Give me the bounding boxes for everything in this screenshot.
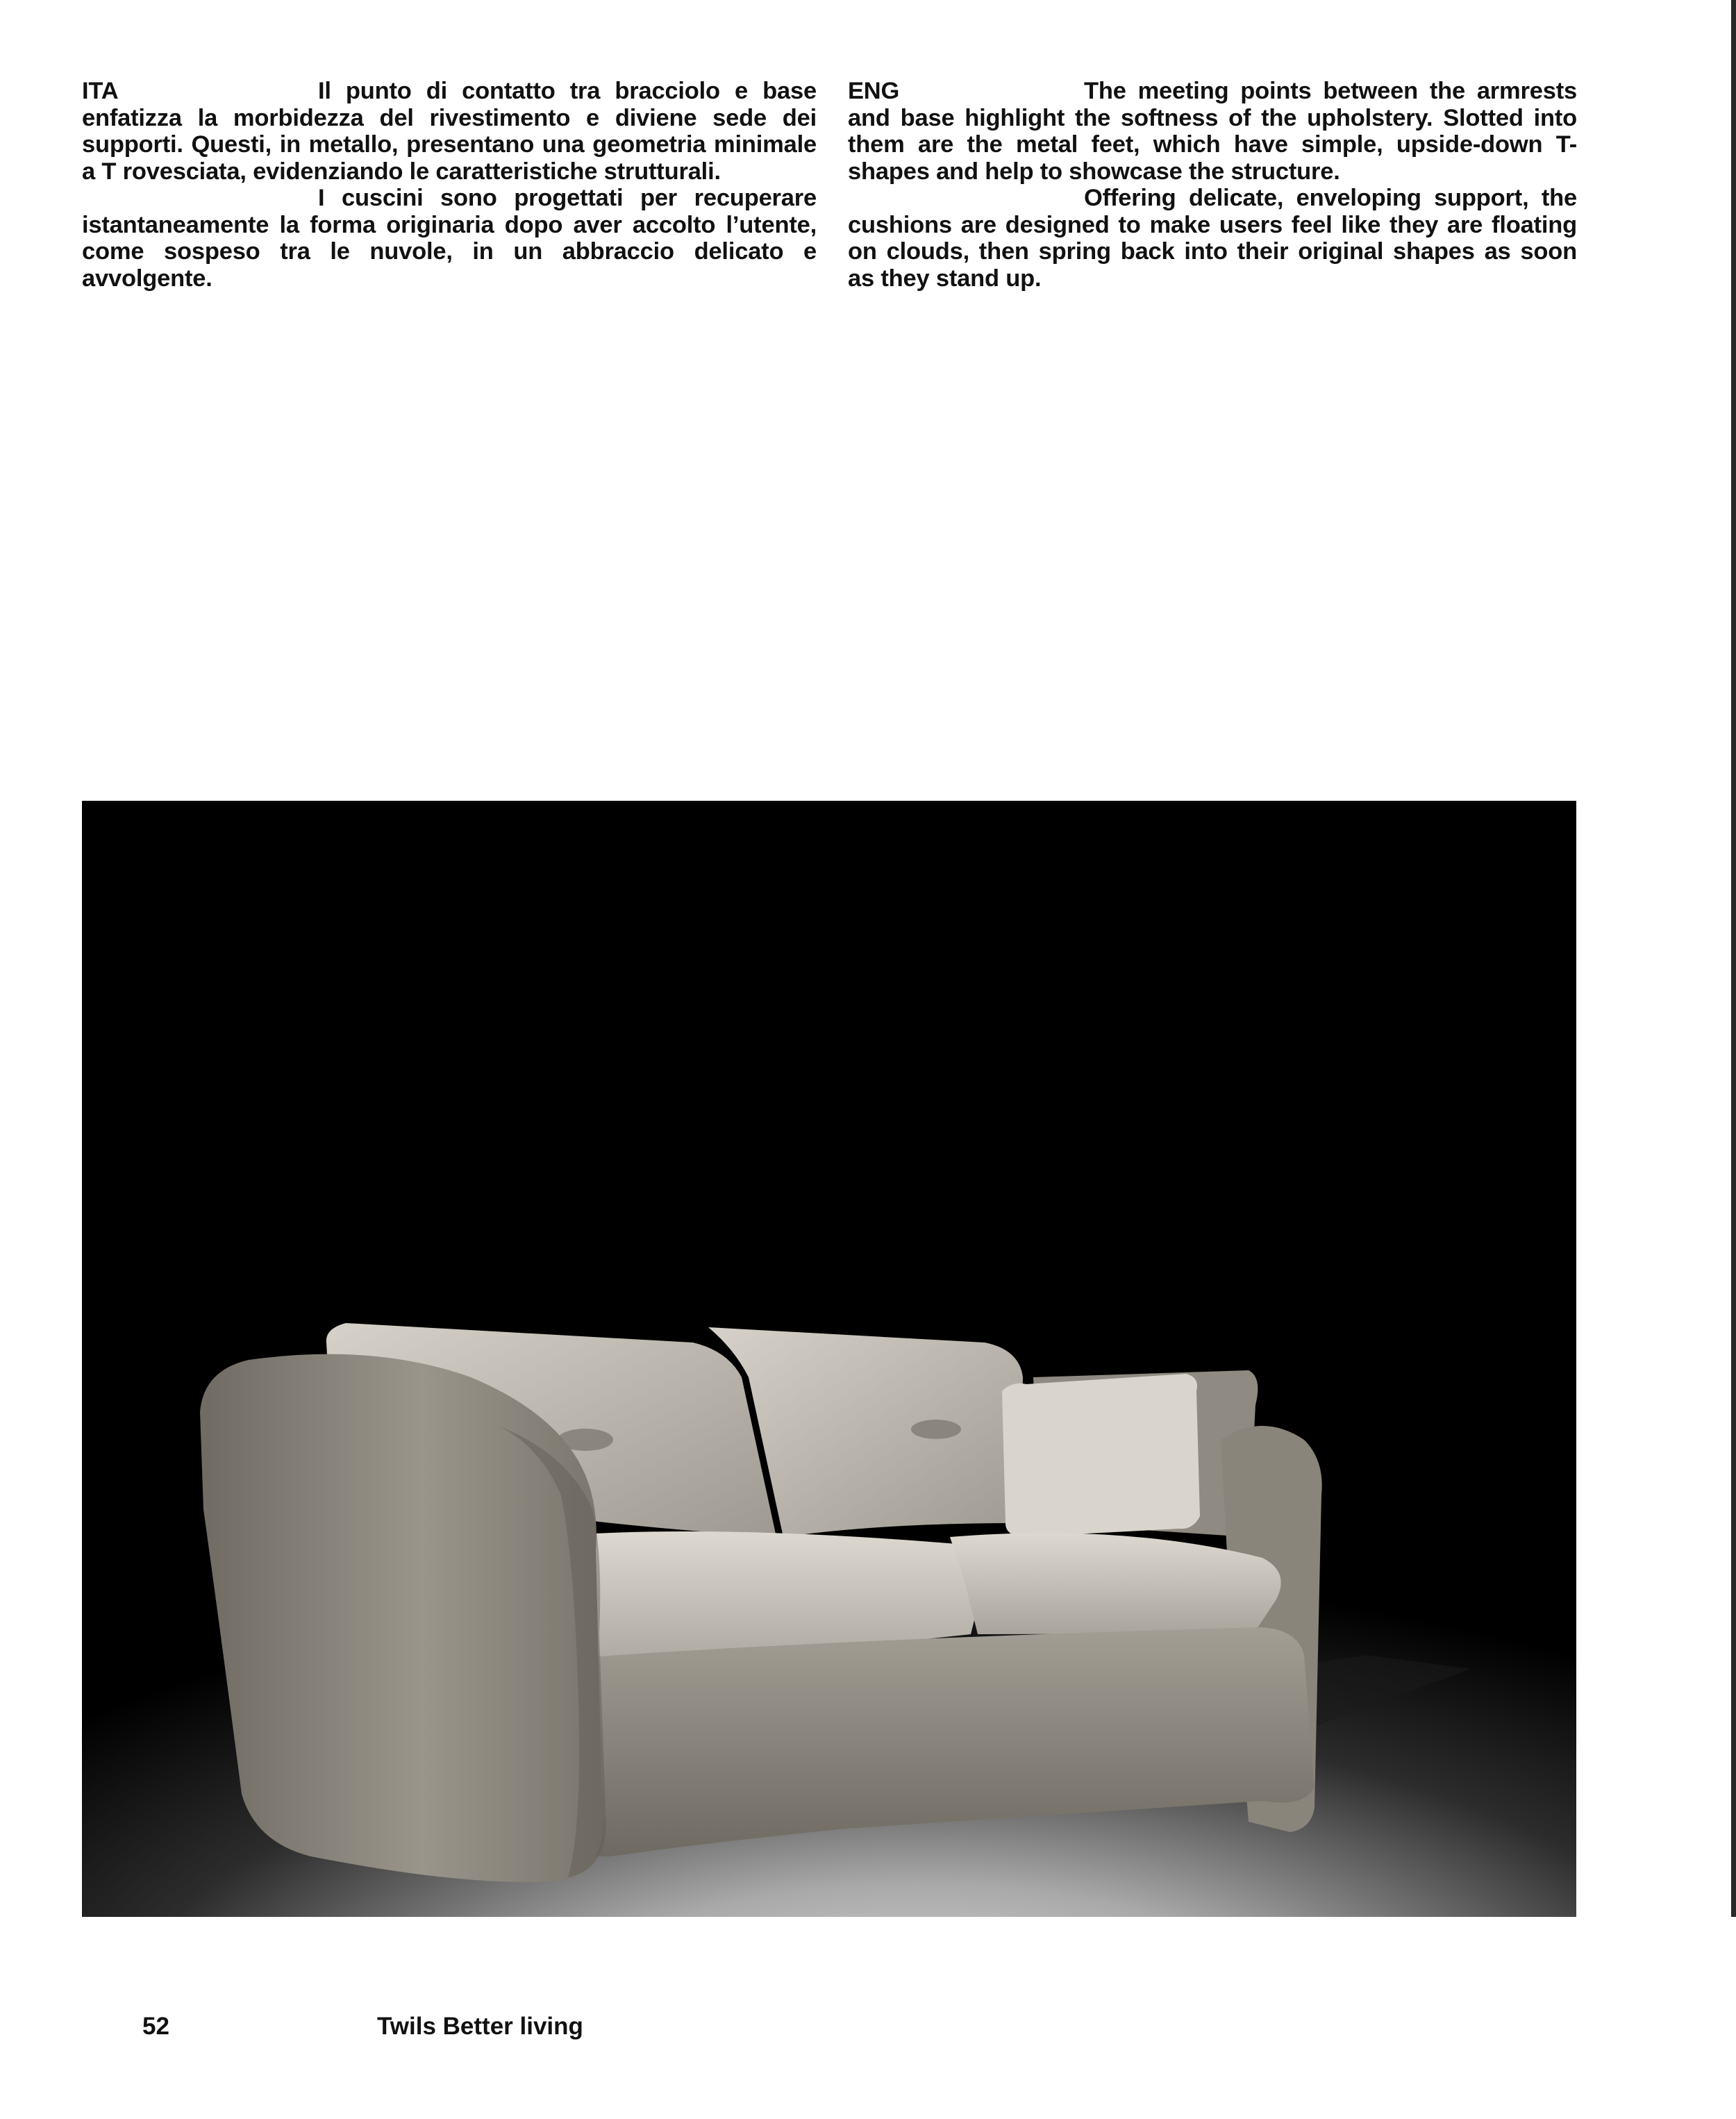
page-edge-shadow	[1731, 0, 1736, 1917]
brand-footer: Twils Better living	[377, 2013, 583, 2040]
italian-paragraph-2-text: I cuscini sono progettati per recuperare istantaneamente la forma originaria dopo aver accolto l’utente, come sospeso tra le nuvole, in un abbraccio delicato e avvolgente.	[82, 185, 817, 292]
english-paragraph-2	[848, 185, 1577, 292]
italian-paragraph-2	[82, 185, 817, 292]
english-paragraph-1: ENG The meeting points between the armrests and base highlight the softness of the upholstery. Slotted into them are the metal feet, which have simple, upside-down T-shapes and help to showcase the structure.	[848, 78, 1577, 185]
english-paragraph-1-text: The meeting points between the armrests and base highlight the softness of the upholstery. Slotted into them are the metal feet, which have simple, upside-down T-shapes and help to showcase the structure.	[848, 78, 1577, 185]
sofa-photo	[82, 801, 1576, 1917]
english-text-column	[848, 78, 1577, 292]
italian-paragraph-1-text: Il punto di contatto tra bracciolo e base enfatizza la morbidezza del rivestimento e diviene sede dei supporti. Questi, in metallo, presentano una geometria minimale a T rovesciata, evidenziando le caratteristiche strutturali.	[82, 78, 817, 185]
page-number: 52	[142, 2013, 169, 2040]
english-paragraph-2-text: Offering delicate, enveloping support, the cushions are designed to make users feel like they are floating on clouds, then spring back into their original shapes as soon as they stand up.	[848, 185, 1577, 292]
italian-text-column	[82, 78, 817, 292]
italian-paragraph-1: ITA Il punto di contatto tra bracciolo e base enfatizza la morbidezza del rivestimento e diviene sede dei supporti. Questi, in metallo, presentano una geometria minimale a T rovesciata, evidenziando le caratteristiche strutturali.	[82, 78, 817, 185]
